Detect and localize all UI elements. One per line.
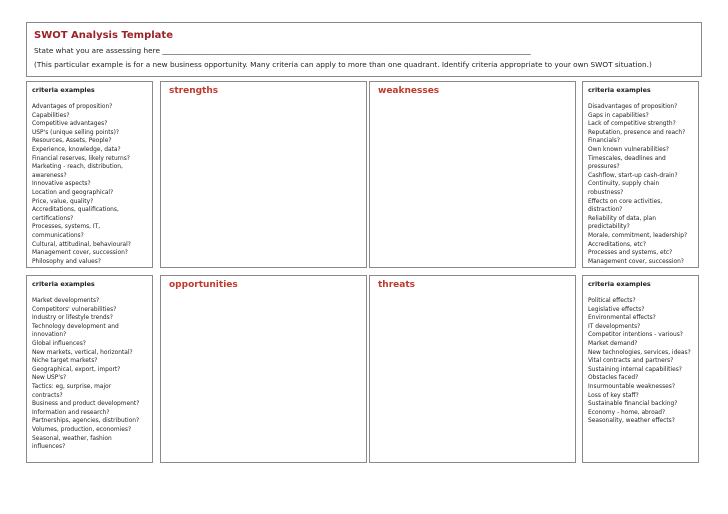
criteria-item: Information and research? xyxy=(32,409,110,416)
opportunities-quadrant[interactable] xyxy=(160,275,367,463)
criteria-item: Experience, knowledge, data? xyxy=(32,146,121,153)
criteria-item: Market developments? xyxy=(32,298,100,304)
template-header xyxy=(26,22,702,77)
criteria-item: Vital contracts and partners? xyxy=(588,358,674,365)
criteria-list xyxy=(32,297,149,452)
criteria-item: Insurmountable weaknesses? xyxy=(588,383,675,390)
criteria-item: Management cover, succession? xyxy=(588,258,684,265)
criteria-item: Sustainable financial backing? xyxy=(588,401,678,408)
criteria-item: New markets, vertical, horizontal? xyxy=(32,349,133,356)
weaknesses-label: weaknesses xyxy=(378,86,440,96)
instructions-note: (This particular example is for a new business opportunity. Many criteria can apply to more than one quadrant. Identify criteria appropriate to your own SWOT situation.) xyxy=(34,60,652,69)
criteria-item: innovation? xyxy=(32,332,67,339)
strengths-quadrant[interactable] xyxy=(160,81,367,268)
criteria-item: Accreditations, etc? xyxy=(588,241,647,248)
criteria-item: IT developments? xyxy=(588,323,641,330)
criteria-item: Competitors' vulnerabilities? xyxy=(32,306,117,313)
criteria-item: Gaps in capabilities? xyxy=(588,112,649,119)
criteria-item: Financials? xyxy=(588,138,620,145)
criteria-item: Morale, commitment, leadership? xyxy=(588,232,688,239)
criteria-item: Seasonal, weather, fashion xyxy=(32,435,112,442)
criteria-item: Competitor intentions - various? xyxy=(588,332,683,339)
criteria-item: Cultural, attitudinal, behavioural? xyxy=(32,241,131,248)
criteria-item: Industry or lifestyle trends? xyxy=(32,315,113,322)
criteria-item: Legislative effects? xyxy=(588,306,645,313)
assessment-line: State what you are assessing here _____________________________________________________________________________________________________ xyxy=(34,46,531,55)
criteria-item: Advantages of proposition? xyxy=(32,104,113,110)
threats-quadrant[interactable] xyxy=(369,275,576,463)
criteria-item: Partnerships, agencies, distribution? xyxy=(32,418,140,425)
criteria-item: contracts? xyxy=(32,392,63,399)
criteria-heading: criteria examples xyxy=(32,280,95,288)
criteria-heading: criteria examples xyxy=(588,280,651,288)
criteria-item: Geographical, export, import? xyxy=(32,366,121,373)
criteria-list xyxy=(32,103,149,266)
criteria-item: pressures? xyxy=(588,164,620,171)
threats-label: threats xyxy=(378,280,415,290)
criteria-item: Price, value, quality? xyxy=(32,198,94,205)
criteria-item: Accreditations, qualifications, xyxy=(32,207,119,214)
criteria-item: distraction? xyxy=(588,207,623,214)
criteria-item: Capabilities? xyxy=(32,112,70,119)
criteria-item: Financial reserves, likely returns? xyxy=(32,155,130,162)
criteria-item: Reputation, presence and reach? xyxy=(588,129,686,136)
criteria-item: Political effects? xyxy=(588,298,636,304)
criteria-item: certifications? xyxy=(32,215,74,222)
criteria-item: Market demand? xyxy=(588,340,638,347)
criteria-heading: criteria examples xyxy=(588,86,651,94)
criteria-item: Reliability of data, plan xyxy=(588,215,656,222)
weaknesses-quadrant[interactable] xyxy=(369,81,576,268)
criteria-item: Own known vulnerabilities? xyxy=(588,146,669,153)
criteria-item: Cashflow, start-up cash-drain? xyxy=(588,172,678,179)
criteria-item: communications? xyxy=(32,232,84,239)
criteria-item: Volumes, production, economies? xyxy=(32,426,132,433)
criteria-item: Business and product development? xyxy=(32,401,140,408)
criteria-item: Technology development and xyxy=(32,323,119,330)
criteria-item: Effects on core activities, xyxy=(588,198,663,205)
criteria-item: influences? xyxy=(32,444,66,451)
criteria-item: Environmental effects? xyxy=(588,315,656,322)
criteria-item: Management cover, succession? xyxy=(32,250,128,257)
criteria-item: Competitive advantages? xyxy=(32,121,108,128)
criteria-heading: criteria examples xyxy=(32,86,95,94)
criteria-item: Continuity, supply chain xyxy=(588,181,660,188)
criteria-item: Global influences? xyxy=(32,340,86,347)
criteria-item: USP's (unique selling points)? xyxy=(32,129,119,136)
criteria-item: Loss of key staff? xyxy=(588,392,639,399)
criteria-item: robustness? xyxy=(588,189,624,196)
criteria-item: predictability? xyxy=(588,224,630,231)
criteria-item: awareness? xyxy=(32,172,67,179)
criteria-item: Location and geographical? xyxy=(32,189,114,196)
criteria-item: Marketing - reach, distribution, xyxy=(32,164,123,171)
criteria-item: Resources, Assets, People? xyxy=(32,138,112,145)
criteria-box-strengths xyxy=(26,81,153,268)
criteria-item: Niche target markets? xyxy=(32,358,98,365)
criteria-item: Disadvantages of proposition? xyxy=(588,104,678,110)
criteria-item: Processes, systems, IT, xyxy=(32,224,101,231)
criteria-item: New USP's? xyxy=(32,375,67,382)
criteria-item: Sustaining internal capabilities? xyxy=(588,366,682,373)
criteria-list xyxy=(588,297,695,426)
criteria-item: Innovative aspects? xyxy=(32,181,91,188)
criteria-item: Economy - home, abroad? xyxy=(588,409,666,416)
criteria-list xyxy=(588,103,695,266)
page-title: SWOT Analysis Template xyxy=(34,30,173,41)
criteria-item: Philosophy and values? xyxy=(32,258,101,265)
criteria-item: Tactics: eg, surprise, major xyxy=(32,383,112,390)
criteria-item: Timescales, deadlines and xyxy=(588,155,666,162)
criteria-item: Seasonality, weather effects? xyxy=(588,418,675,425)
opportunities-label: opportunities xyxy=(169,280,238,290)
criteria-box-opportunities xyxy=(26,275,153,463)
criteria-item: Obstacles faced? xyxy=(588,375,639,382)
strengths-label: strengths xyxy=(169,86,219,96)
criteria-item: New technologies, services, ideas? xyxy=(588,349,691,356)
criteria-box-weaknesses xyxy=(582,81,699,268)
criteria-item: Processes and systems, etc? xyxy=(588,250,673,257)
criteria-box-threats xyxy=(582,275,699,463)
criteria-item: Lack of competitive strength? xyxy=(588,121,676,128)
